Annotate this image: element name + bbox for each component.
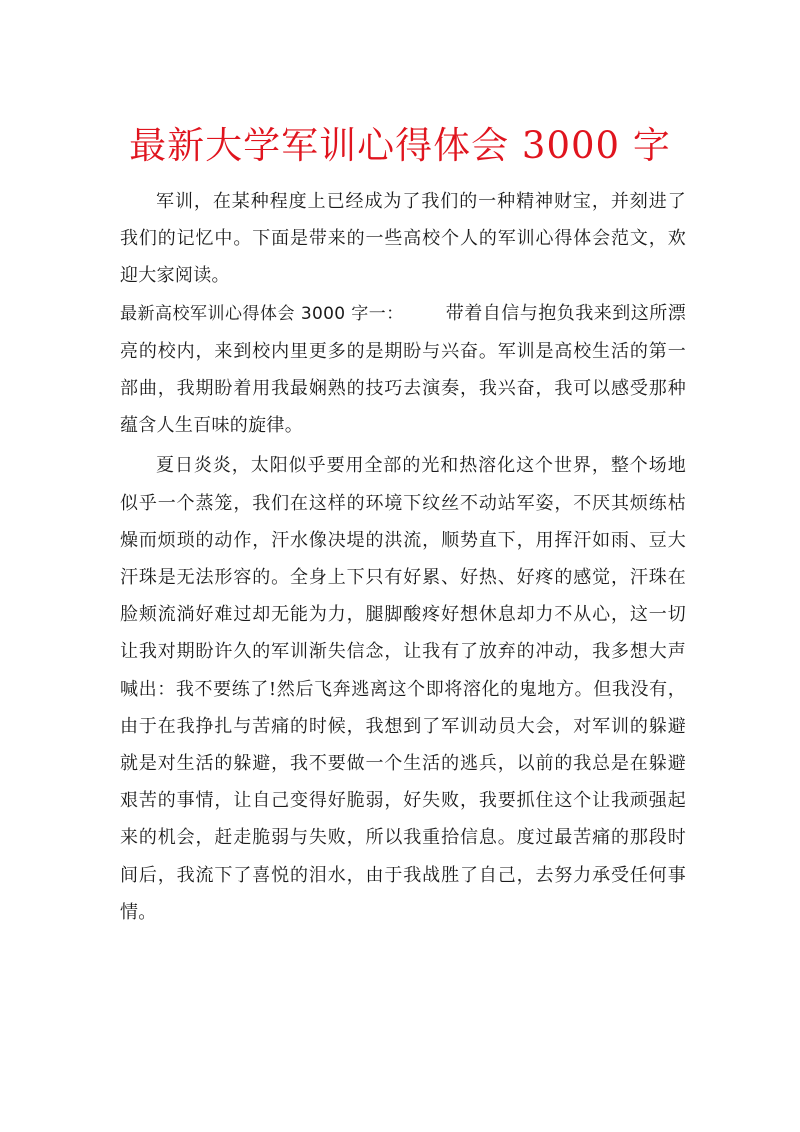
document-body	[120, 183, 686, 931]
section-heading: 最新高校军训心得体会 3000 字一：	[120, 303, 404, 324]
paragraph-one-text: 带着自信与抱负我来到这所漂亮的校内，来到校内里更多的是期盼与兴奋。军训是高校生活的第一部曲，我期盼着用我最娴熟的技巧去演奏，我兴奋，我可以感受那种蕴含人生百味的旋律。	[120, 302, 686, 437]
page-title: 最新大学军训心得体会 3000 字	[129, 124, 671, 167]
paragraph-two: 夏日炎炎，太阳似乎要用全部的光和热溶化这个世界，整个场地似乎一个蒸笼，我们在这样的环境下纹丝不动站军姿，不厌其烦练枯燥而烦琐的动作，汗水像决堤的洪流，顺势直下，用挥汗如雨、豆大汗珠是无法形容的。全身上下只有好累、好热、好疼的感觉，汗珠在脸颊流淌好难过却无能为力，腿脚酸疼好想休息却力不从心，这一切让我对期盼许久的军训渐失信念，让我有了放弃的冲动，我多想大声喊出：我不要练了!然后飞奔逃离这个即将溶化的鬼地方。但我没有，由于在我挣扎与苦痛的时候，我想到了军训动员大会，对军训的躲避就是对生活的躲避，我不要做一个生活的逃兵，以前的我总是在躲避艰苦的事情，让自己变得好脆弱，好失败，我要抓住这个让我顽强起来的机会，赶走脆弱与失败，所以我重拾信息。度过最苦痛的那段时间后，我流下了喜悦的泪水，由于我战胜了自己，去努力承受任何事情。	[120, 455, 686, 923]
essay-one-paragraph	[120, 295, 686, 445]
intro-paragraph: 军训，在某种程度上已经成为了我们的一种精神财宝，并刻进了我们的记忆中。下面是带来的一些高校个人的军训心得体会范文，欢迎大家阅读。	[120, 191, 686, 287]
